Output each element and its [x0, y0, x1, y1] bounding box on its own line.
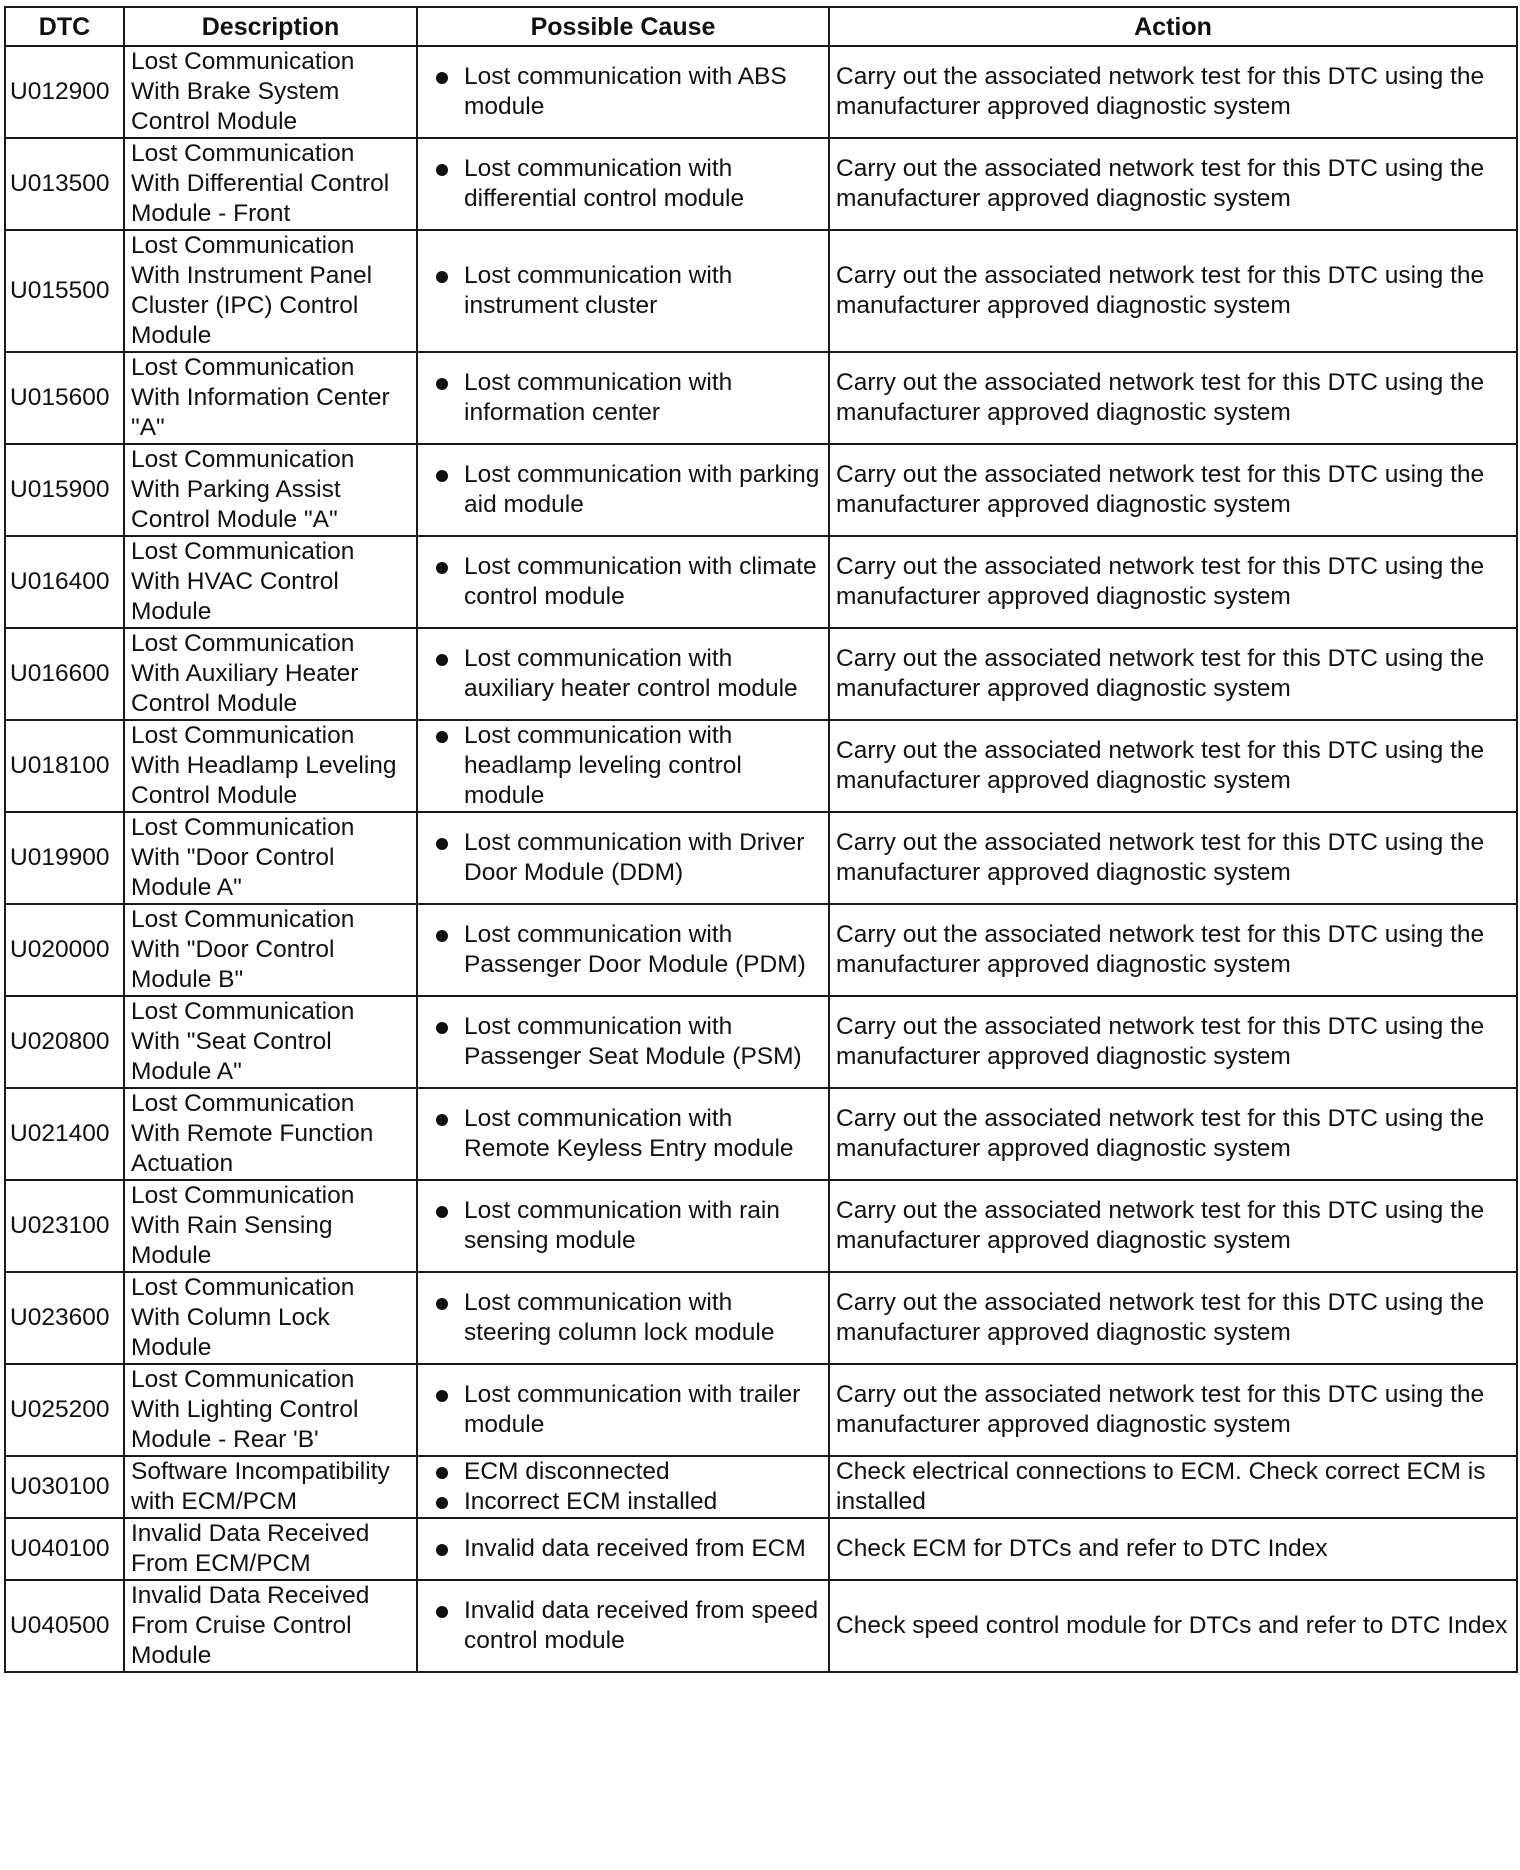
dtc-description: Lost Communication With Column Lock Module [124, 1272, 417, 1364]
cause-item: Invalid data received from speed control module [464, 1596, 822, 1656]
table-row [5, 444, 1517, 536]
dtc-description: Software Incompatibility with ECM/PCM [124, 1456, 417, 1518]
action-text: Carry out the associated network test for this DTC using the manufacturer approved diagnostic system [829, 1088, 1517, 1180]
table-row [5, 1518, 1517, 1580]
possible-cause-cell [417, 1364, 829, 1456]
dtc-code: U015600 [5, 352, 124, 444]
action-text: Check electrical connections to ECM. Check correct ECM is installed [829, 1456, 1517, 1518]
dtc-description: Lost Communication With Differential Control Module - Front [124, 138, 417, 230]
dtc-table [4, 6, 1518, 1673]
action-text: Carry out the associated network test for this DTC using the manufacturer approved diagnostic system [829, 904, 1517, 996]
dtc-code: U040500 [5, 1580, 124, 1672]
action-text: Carry out the associated network test for this DTC using the manufacturer approved diagnostic system [829, 1364, 1517, 1456]
table-header-row [5, 7, 1517, 46]
possible-cause-cell [417, 1180, 829, 1272]
dtc-code: U016400 [5, 536, 124, 628]
action-text: Carry out the associated network test for this DTC using the manufacturer approved diagnostic system [829, 444, 1517, 536]
cause-list [424, 1534, 822, 1564]
possible-cause-cell [417, 628, 829, 720]
dtc-table-container [4, 6, 1518, 1673]
possible-cause-cell [417, 444, 829, 536]
table-row [5, 1272, 1517, 1364]
dtc-description: Lost Communication With "Door Control Module B" [124, 904, 417, 996]
dtc-description: Lost Communication With "Door Control Module A" [124, 812, 417, 904]
dtc-description: Lost Communication With Instrument Panel Cluster (IPC) Control Module [124, 230, 417, 352]
possible-cause-cell [417, 46, 829, 138]
cause-list [424, 368, 822, 428]
action-text: Carry out the associated network test for this DTC using the manufacturer approved diagnostic system [829, 230, 1517, 352]
table-row [5, 996, 1517, 1088]
cause-list [424, 644, 822, 704]
header-possible-cause: Possible Cause [417, 7, 829, 46]
cause-item: Lost communication with trailer module [464, 1380, 822, 1440]
possible-cause-cell [417, 1272, 829, 1364]
possible-cause-cell [417, 1456, 829, 1518]
possible-cause-cell [417, 138, 829, 230]
dtc-description: Lost Communication With "Seat Control Module A" [124, 996, 417, 1088]
cause-list [424, 721, 822, 811]
possible-cause-cell [417, 720, 829, 812]
dtc-description: Lost Communication With Auxiliary Heater Control Module [124, 628, 417, 720]
cause-list [424, 1104, 822, 1164]
table-row [5, 1456, 1517, 1518]
dtc-code: U015900 [5, 444, 124, 536]
dtc-code: U015500 [5, 230, 124, 352]
cause-item: Lost communication with headlamp leveling control module [464, 721, 822, 811]
dtc-description: Lost Communication With Remote Function Actuation [124, 1088, 417, 1180]
table-row [5, 230, 1517, 352]
dtc-description: Lost Communication With Lighting Control Module - Rear 'B' [124, 1364, 417, 1456]
table-row [5, 904, 1517, 996]
dtc-code: U016600 [5, 628, 124, 720]
action-text: Carry out the associated network test for this DTC using the manufacturer approved diagnostic system [829, 720, 1517, 812]
header-dtc: DTC [5, 7, 124, 46]
action-text: Carry out the associated network test for this DTC using the manufacturer approved diagnostic system [829, 536, 1517, 628]
table-row [5, 812, 1517, 904]
cause-item: Lost communication with Passenger Seat Module (PSM) [464, 1012, 822, 1072]
cause-list [424, 1012, 822, 1072]
possible-cause-cell [417, 812, 829, 904]
cause-list [424, 828, 822, 888]
dtc-code: U025200 [5, 1364, 124, 1456]
table-row [5, 628, 1517, 720]
dtc-code: U019900 [5, 812, 124, 904]
dtc-description: Lost Communication With Parking Assist Control Module "A" [124, 444, 417, 536]
dtc-code: U018100 [5, 720, 124, 812]
action-text: Carry out the associated network test for this DTC using the manufacturer approved diagnostic system [829, 1180, 1517, 1272]
dtc-code: U013500 [5, 138, 124, 230]
cause-list [424, 552, 822, 612]
dtc-description: Lost Communication With Rain Sensing Module [124, 1180, 417, 1272]
table-row [5, 536, 1517, 628]
cause-item: Lost communication with information center [464, 368, 822, 428]
cause-item: Invalid data received from ECM [464, 1534, 822, 1564]
dtc-code: U020800 [5, 996, 124, 1088]
possible-cause-cell [417, 1518, 829, 1580]
dtc-description: Invalid Data Received From ECM/PCM [124, 1518, 417, 1580]
cause-item: Lost communication with auxiliary heater control module [464, 644, 822, 704]
possible-cause-cell [417, 1088, 829, 1180]
action-text: Carry out the associated network test for this DTC using the manufacturer approved diagnostic system [829, 352, 1517, 444]
dtc-description: Invalid Data Received From Cruise Control Module [124, 1580, 417, 1672]
cause-item: Lost communication with ABS module [464, 62, 822, 122]
possible-cause-cell [417, 1580, 829, 1672]
header-action: Action [829, 7, 1517, 46]
dtc-description: Lost Communication With HVAC Control Module [124, 536, 417, 628]
action-text: Check ECM for DTCs and refer to DTC Index [829, 1518, 1517, 1580]
action-text: Carry out the associated network test for this DTC using the manufacturer approved diagnostic system [829, 996, 1517, 1088]
cause-item: Lost communication with parking aid module [464, 460, 822, 520]
dtc-description: Lost Communication With Brake System Control Module [124, 46, 417, 138]
action-text: Carry out the associated network test for this DTC using the manufacturer approved diagnostic system [829, 628, 1517, 720]
dtc-code: U023100 [5, 1180, 124, 1272]
cause-list [424, 1380, 822, 1440]
cause-list [424, 1596, 822, 1656]
table-row [5, 1364, 1517, 1456]
cause-item: Lost communication with climate control module [464, 552, 822, 612]
dtc-code: U021400 [5, 1088, 124, 1180]
cause-list [424, 920, 822, 980]
cause-item: Lost communication with Passenger Door Module (PDM) [464, 920, 822, 980]
cause-item: Lost communication with Remote Keyless Entry module [464, 1104, 822, 1164]
action-text: Carry out the associated network test for this DTC using the manufacturer approved diagnostic system [829, 46, 1517, 138]
table-row [5, 138, 1517, 230]
table-row [5, 1180, 1517, 1272]
table-row [5, 46, 1517, 138]
cause-list [424, 1457, 822, 1517]
cause-list [424, 154, 822, 214]
dtc-code: U040100 [5, 1518, 124, 1580]
dtc-code: U023600 [5, 1272, 124, 1364]
cause-item: Lost communication with steering column lock module [464, 1288, 822, 1348]
possible-cause-cell [417, 904, 829, 996]
cause-item: ECM disconnected [464, 1457, 822, 1487]
cause-item: Lost communication with differential control module [464, 154, 822, 214]
table-row [5, 352, 1517, 444]
action-text: Carry out the associated network test for this DTC using the manufacturer approved diagnostic system [829, 1272, 1517, 1364]
table-row [5, 720, 1517, 812]
header-description: Description [124, 7, 417, 46]
dtc-description: Lost Communication With Headlamp Leveling Control Module [124, 720, 417, 812]
cause-item: Incorrect ECM installed [464, 1487, 822, 1517]
action-text: Carry out the associated network test for this DTC using the manufacturer approved diagnostic system [829, 138, 1517, 230]
cause-item: Lost communication with Driver Door Module (DDM) [464, 828, 822, 888]
cause-item: Lost communication with instrument cluster [464, 261, 822, 321]
possible-cause-cell [417, 230, 829, 352]
cause-list [424, 62, 822, 122]
dtc-code: U020000 [5, 904, 124, 996]
table-row [5, 1580, 1517, 1672]
dtc-code: U030100 [5, 1456, 124, 1518]
cause-list [424, 261, 822, 321]
dtc-description: Lost Communication With Information Center "A" [124, 352, 417, 444]
dtc-code: U012900 [5, 46, 124, 138]
possible-cause-cell [417, 996, 829, 1088]
action-text: Check speed control module for DTCs and refer to DTC Index [829, 1580, 1517, 1672]
action-text: Carry out the associated network test for this DTC using the manufacturer approved diagnostic system [829, 812, 1517, 904]
possible-cause-cell [417, 352, 829, 444]
possible-cause-cell [417, 536, 829, 628]
cause-list [424, 1288, 822, 1348]
table-row [5, 1088, 1517, 1180]
cause-list [424, 460, 822, 520]
cause-item: Lost communication with rain sensing module [464, 1196, 822, 1256]
cause-list [424, 1196, 822, 1256]
